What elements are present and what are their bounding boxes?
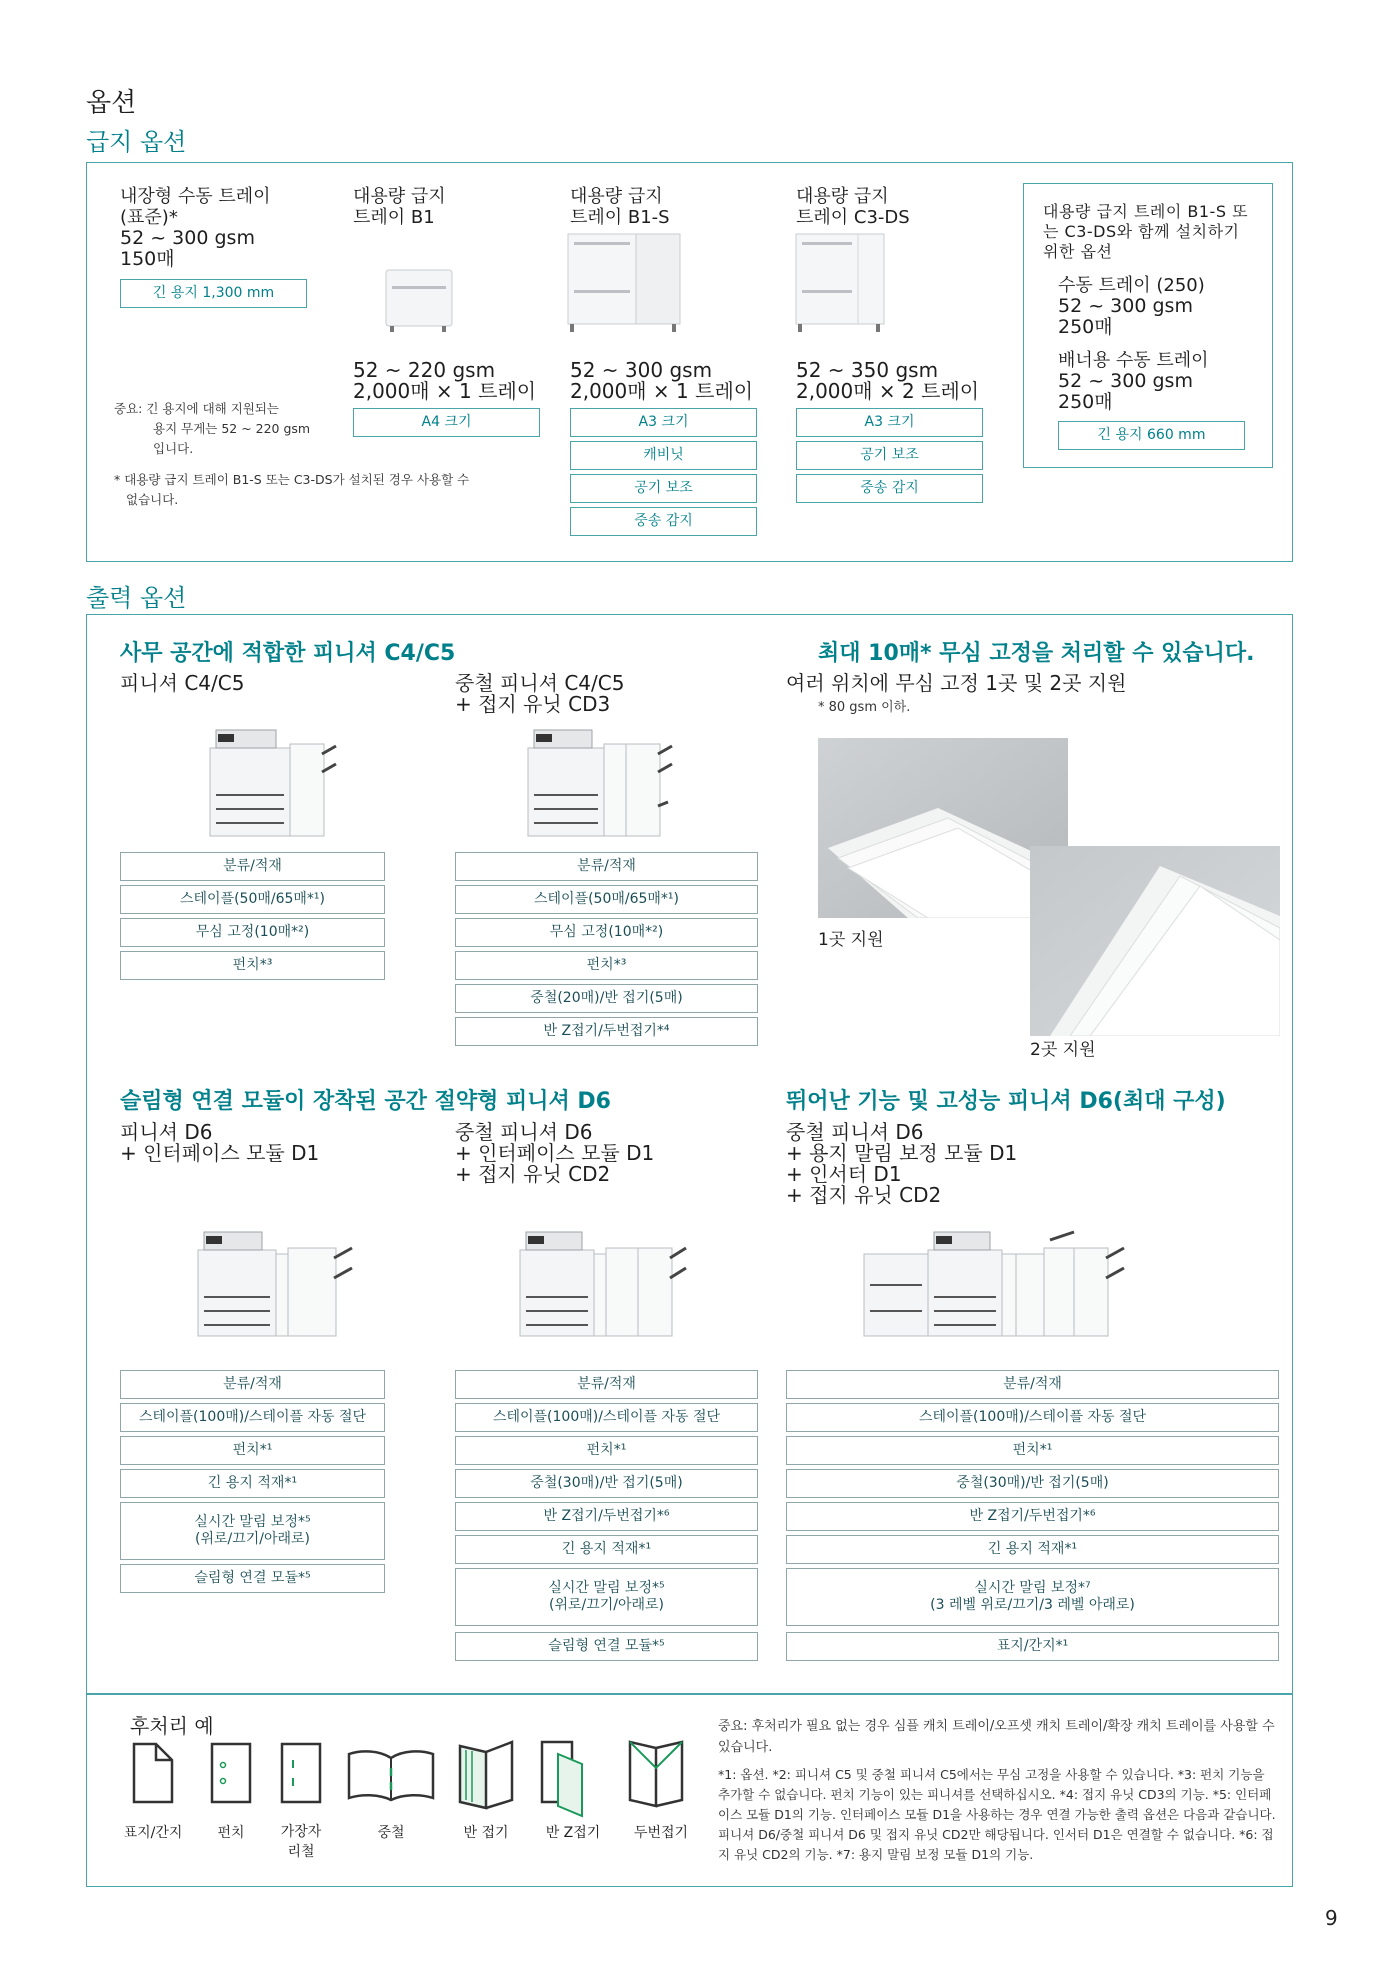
title-line: + 인터페이스 모듈 D1 xyxy=(120,1141,320,1165)
finisher-c45-right-title xyxy=(455,673,624,715)
edge-punch-icon xyxy=(278,1740,324,1806)
title-line: 피니셔 D6 xyxy=(120,1120,213,1144)
d6max-tag-staple: 스테이플(100매)/스테이플 자동 절단 xyxy=(786,1403,1279,1432)
punch-icon xyxy=(208,1740,254,1806)
finisher-c45-image xyxy=(204,724,340,842)
c45-right-tag-saddle: 중철(20매)/반 접기(5매) xyxy=(455,984,758,1013)
saddle-stitch-icon xyxy=(345,1746,437,1802)
d6-right-tag-long-stack: 긴 용지 적재*¹ xyxy=(455,1535,758,1564)
spec-line: 250매 xyxy=(1058,391,1113,413)
title-line: 중철 피니셔 D6 xyxy=(455,1120,593,1144)
d6max-tag-zfold: 반 Z접기/두번접기*⁶ xyxy=(786,1502,1279,1531)
spec-line: 52 ~ 220 gsm xyxy=(353,358,496,382)
title-line: 대용량 급지 xyxy=(353,186,446,207)
tray-b1s-tag-air: 공기 보조 xyxy=(570,474,757,503)
tray-c3ds-tag-air: 공기 보조 xyxy=(796,441,983,470)
banner-tray-spec xyxy=(1058,350,1209,413)
title-line: 중철 피니셔 C4/C5 xyxy=(455,671,625,695)
post-footnotes: *1: 옵션. *2: 피니셔 C5 및 중철 피니셔 C5에서는 무심 고정을 사용할 수 있습니다. *3: 펀치 기능을 추가할 수 없습니다. 펀치 기능이 있는 피니셔를 선택하십시오. *4: 접지 유닛 CD3의 기능. *5: 인터페이스 모듈 D1의 기능. 인터페이스 모듈 D1을 사용하는 경우 연결 가능한 출력 옵션은 다음과 같습니다. 피니셔 D6/중철 피니셔 D6 및 접지 유닛 CD2만 해당됩니다. 인서터 D1은 연결할 수 없습니다. *6: 접지 유닛 CD2의 기능. *7: 용지 말림 보정 모듈 D1의 기능. xyxy=(718,1767,1276,1862)
d6max-tag-curl xyxy=(786,1568,1279,1626)
col1-line: 150매 xyxy=(120,248,175,270)
one-position-caption: 1곳 지원 xyxy=(818,930,884,950)
feed-section-title: 급지 옵션 xyxy=(86,128,187,156)
spec-line: 수동 트레이 (250) xyxy=(1058,275,1205,296)
page-title: 옵션 xyxy=(86,88,137,118)
title-line: + 인서터 D1 xyxy=(786,1162,902,1186)
col1-line: (표준)* xyxy=(120,207,178,228)
spec-line: 2,000매 × 1 트레이 xyxy=(353,379,537,403)
d6-right-tag-punch: 펀치*¹ xyxy=(455,1436,758,1465)
tray-b1s-title xyxy=(570,186,670,228)
d6-right-tag-sort: 분류/적재 xyxy=(455,1370,758,1399)
finisher-d6-image xyxy=(194,1224,360,1342)
tray-addon-header xyxy=(1043,202,1248,262)
manual-tray-250-spec xyxy=(1058,275,1205,338)
tray-c3ds-title xyxy=(796,186,910,228)
tray-b1s-tag-multifeed: 중송 감지 xyxy=(570,507,757,536)
saddle-stitch-label: 중철 xyxy=(377,1825,405,1841)
finisher-d6-right-title xyxy=(455,1122,654,1185)
d6-right-tag-staple: 스테이플(100매)/스테이플 자동 절단 xyxy=(455,1403,758,1432)
finisher-c45-left-title xyxy=(120,673,244,694)
spec-line: 52 ~ 300 gsm xyxy=(1058,295,1193,317)
d6-left-tag-long-stack: 긴 용지 적재*¹ xyxy=(120,1469,385,1498)
cover-insert-icon xyxy=(130,1740,176,1806)
d6max-tag-punch: 펀치*¹ xyxy=(786,1436,1279,1465)
title-line: 트레이 B1-S xyxy=(570,207,670,228)
tag-text: 실시간 말림 보정*⁵ (위로/끄기/아래로) xyxy=(194,1513,311,1547)
cover-insert-label: 표지/간지 xyxy=(123,1825,183,1841)
d6-left-tag-sort: 분류/적재 xyxy=(120,1370,385,1399)
half-fold-icon xyxy=(456,1738,516,1810)
two-position-caption: 2곳 지원 xyxy=(1030,1040,1096,1060)
finisher-c45-heading: 사무 공간에 적합한 피니셔 C4/C5 xyxy=(120,641,456,666)
d6max-tag-sort: 분류/적재 xyxy=(786,1370,1279,1399)
c45-left-tag-punch: 펀치*³ xyxy=(120,951,385,980)
title-line: + 접지 유닛 CD2 xyxy=(786,1183,942,1207)
tri-fold-label: 두번접기 xyxy=(633,1825,689,1841)
spec-line: 2,000매 × 2 트레이 xyxy=(796,379,980,403)
c45-left-tag-sort: 분류/적재 xyxy=(120,852,385,881)
d6-left-tag-staple: 스테이플(100매)/스테이플 자동 절단 xyxy=(120,1403,385,1432)
d6-right-tag-zfold: 반 Z접기/두번접기*⁶ xyxy=(455,1502,758,1531)
finisher-d6-heading: 슬림형 연결 모듈이 장착된 공간 절약형 피니셔 D6 xyxy=(120,1089,611,1114)
spec-line: 52 ~ 300 gsm xyxy=(1058,370,1193,392)
finisher-d6-left-title xyxy=(120,1122,319,1164)
title-line: + 접지 유닛 CD3 xyxy=(455,692,611,716)
d6-left-tag-slim: 슬림형 연결 모듈*⁵ xyxy=(120,1564,385,1593)
title-line: + 인터페이스 모듈 D1 xyxy=(455,1141,655,1165)
title-line: 피니셔 C4/C5 xyxy=(120,671,245,695)
tray-b1s-image xyxy=(566,232,682,334)
d6-left-tag-curl xyxy=(120,1502,385,1560)
d6-right-tag-curl xyxy=(455,1568,758,1626)
tray-c3ds-tag-multifeed: 중송 감지 xyxy=(796,474,983,503)
tray-c3ds-spec xyxy=(796,360,979,402)
title-line: 대용량 급지 xyxy=(570,186,663,207)
c45-left-tag-stapleless: 무심 고정(10매*²) xyxy=(120,918,385,947)
title-line: + 용지 말림 보정 모듈 D1 xyxy=(786,1141,1018,1165)
saddle-finisher-c45-image xyxy=(522,724,682,842)
col1-line: 52 ~ 300 gsm xyxy=(120,227,255,249)
d6max-tag-cover: 표지/간지*¹ xyxy=(786,1632,1279,1661)
spec-line: 52 ~ 350 gsm xyxy=(796,358,939,382)
spec-line: 250매 xyxy=(1058,316,1113,338)
tray-b1s-tag-a3: A3 크기 xyxy=(570,408,757,437)
long-paper-660-tag: 긴 용지 660 mm xyxy=(1058,421,1245,450)
tray-c3ds-tag-a3: A3 크기 xyxy=(796,408,983,437)
tray-c3ds-image xyxy=(794,232,886,334)
finisher-d6-max-image xyxy=(860,1224,1160,1342)
col1-line: 내장형 수동 트레이 xyxy=(120,186,271,207)
stapleless-heading: 최대 10매* 무심 고정을 처리할 수 있습니다. xyxy=(818,641,1255,666)
header-line: 는 C3-DS와 함께 설치하기 xyxy=(1043,222,1240,241)
note-line: 용지 무게는 52 ~ 220 gsm xyxy=(153,421,311,436)
page-number: 9 xyxy=(1325,1906,1338,1930)
note-line: 중요: 긴 용지에 대해 지원되는 xyxy=(114,401,280,416)
z-fold-icon xyxy=(538,1738,598,1818)
tag-text: 실시간 말림 보정*⁷ (3 레벨 위로/끄기/3 레벨 아래로) xyxy=(930,1579,1135,1613)
spec-line: 52 ~ 300 gsm xyxy=(570,358,713,382)
z-fold-label: 반 Z접기 xyxy=(545,1825,601,1841)
tri-fold-icon xyxy=(626,1738,686,1810)
spec-line: 배너용 수동 트레이 xyxy=(1058,350,1209,371)
footnote-line: * 대용량 급지 트레이 B1-S 또는 C3-DS가 설치된 경우 사용할 수 xyxy=(114,472,470,487)
spec-line: 2,000매 × 1 트레이 xyxy=(570,379,754,403)
d6-left-tag-punch: 펀치*¹ xyxy=(120,1436,385,1465)
post-processing-divider xyxy=(86,1693,1293,1695)
stapleless-two-position-photo xyxy=(1030,846,1280,1036)
c45-right-tag-sort: 분류/적재 xyxy=(455,852,758,881)
tray-footnote xyxy=(114,470,469,510)
builtin-manual-tray-spec xyxy=(120,186,271,270)
d6max-tag-long-stack: 긴 용지 적재*¹ xyxy=(786,1535,1279,1564)
note-line: 입니다. xyxy=(153,441,194,456)
d6max-tag-saddle: 중철(30매)/반 접기(5매) xyxy=(786,1469,1279,1498)
title-line: 대용량 급지 xyxy=(796,186,889,207)
d6-right-tag-saddle: 중철(30매)/반 접기(5매) xyxy=(455,1469,758,1498)
title-line: 트레이 B1 xyxy=(353,207,435,228)
title-line: + 접지 유닛 CD2 xyxy=(455,1162,611,1186)
c45-left-tag-staple: 스테이플(50매/65매*¹) xyxy=(120,885,385,914)
tray-b1-image xyxy=(384,268,456,334)
c45-right-tag-staple: 스테이플(50매/65매*¹) xyxy=(455,885,758,914)
stapleless-sub: 여러 위치에 무심 고정 1곳 및 2곳 지원 xyxy=(786,671,1127,695)
post-important-note: 중요: 후처리가 필요 없는 경우 심플 캐치 트레이/오프셋 캐치 트레이/확장 캐치 트레이를 사용할 수 있습니다. xyxy=(718,1719,1275,1755)
post-processing-title: 후처리 예 xyxy=(130,1714,214,1738)
punch-label: 펀치 xyxy=(217,1825,245,1841)
tray-b1s-spec xyxy=(570,360,753,402)
c45-right-tag-stapleless: 무심 고정(10매*²) xyxy=(455,918,758,947)
c45-right-tag-zfold: 반 Z접기/두번접기*⁴ xyxy=(455,1017,758,1046)
finisher-d6-max-heading: 뛰어난 기능 및 고성능 피니셔 D6(최대 구성) xyxy=(786,1089,1226,1114)
half-fold-label: 반 접기 xyxy=(463,1825,509,1841)
tag-text: 실시간 말림 보정*⁵ (위로/끄기/아래로) xyxy=(548,1579,665,1613)
d6-right-tag-slim: 슬림형 연결 모듈*⁵ xyxy=(455,1632,758,1661)
saddle-finisher-d6-image xyxy=(516,1224,692,1342)
title-line: 트레이 C3-DS xyxy=(796,207,910,228)
tray-b1-title xyxy=(353,186,446,228)
footnote-line: 없습니다. xyxy=(126,492,179,507)
header-line: 대용량 급지 트레이 B1-S 또 xyxy=(1043,202,1249,221)
tray-b1s-tag-cabinet: 캐비닛 xyxy=(570,441,757,470)
long-paper-1300-tag: 긴 용지 1,300 mm xyxy=(120,279,307,308)
finisher-d6-max-title xyxy=(786,1122,1017,1206)
output-section-title: 출력 옵션 xyxy=(86,584,187,612)
tray-b1-tag: A4 크기 xyxy=(353,408,540,437)
edge-punch-label: 가장자 리철 xyxy=(280,1824,322,1860)
header-line: 위한 옵션 xyxy=(1043,242,1113,261)
stapleless-note: * 80 gsm 이하. xyxy=(818,700,911,715)
title-line: 중철 피니셔 D6 xyxy=(786,1120,924,1144)
long-paper-note xyxy=(114,399,310,459)
c45-right-tag-punch: 펀치*³ xyxy=(455,951,758,980)
tray-b1-spec xyxy=(353,360,536,402)
